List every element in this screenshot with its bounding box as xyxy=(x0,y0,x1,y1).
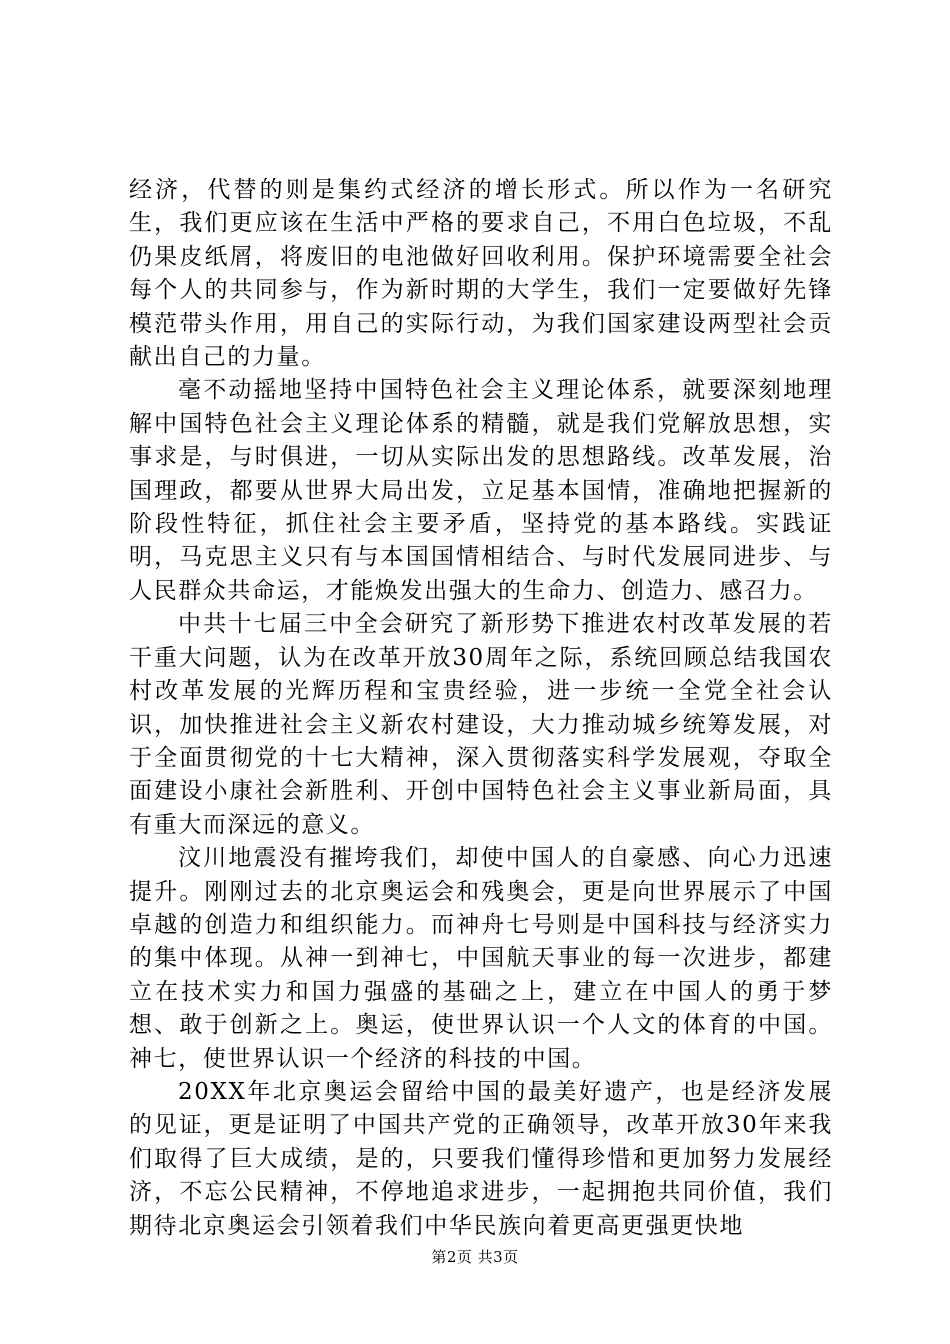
paragraph-continuation: 经济，代替的则是集约式经济的增长形式。所以作为一名研究生，我们更应该在生活中严格的要求自己，不用白色垃圾，不乱仍果皮纸屑，将废旧的电池做好回收利用。保护环境需要全社会每个人的共同参与，作为新时期的大学生，我们一定要做好先锋模范带头作用，用自己的实际行动，为我们国家建设两型社会贡献出自己的力量。 xyxy=(129,177,833,371)
document-body xyxy=(129,174,833,1243)
paragraph-olympic-legacy: 20XX年北京奥运会留给中国的最美好遗产，也是经济发展的见证，更是证明了中国共产党的正确领导，改革开放30年来我们取得了巨大成绩，是的，只要我们懂得珍惜和更加努力发展经济，不忘公民精神，不停地追求进步，一起拥抱共同价值，我们期待北京奥运会引领着我们中华民族向着更高更强更快地 xyxy=(129,1078,833,1239)
page-number-footer: 第2页 共3页 xyxy=(431,1248,519,1266)
paragraph-theory-system: 毫不动摇地坚持中国特色社会主义理论体系，就要深刻地理解中国特色社会主义理论体系的精髓，就是我们党解放思想，实事求是，与时俱进，一切从实际出发的思想路线。改革发展，治国理政，都要从世界大局出发，立足基本国情，准确地把握新的阶段性特征，抓住社会主要矛盾，坚持党的基本路线。实践证明，马克思主义只有与本国国情相结合、与时代发展同进步、与人民群众共命运，才能焕发出强大的生命力、创造力、感召力。 xyxy=(129,377,833,604)
paragraph-plenary-session: 中共十七届三中全会研究了新形势下推进农村改革发展的若干重大问题，认为在改革开放30周年之际，系统回顾总结我国农村改革发展的光辉历程和宝贵经验，进一步统一全党全社会认识，加快推进社会主义新农村建设，大力推动城乡统筹发展，对于全面贯彻党的十七大精神，深入贯彻落实科学发展观，夺取全面建设小康社会新胜利、开创中国特色社会主义事业新局面，具有重大而深远的意义。 xyxy=(129,611,833,838)
paragraph-wenchuan-olympics: 汶川地震没有摧垮我们，却使中国人的自豪感、向心力迅速提升。刚刚过去的北京奥运会和残奥会，更是向世界展示了中国卓越的创造力和组织能力。而神舟七号则是中国科技与经济实力的集中体现。从神一到神七，中国航天事业的每一次进步，都建立在技术实力和国力强盛的基础之上，建立在中国人的勇于梦想、敢于创新之上。奥运，使世界认识一个人文的体育的中国。神七，使世界认识一个经济的科技的中国。 xyxy=(129,845,833,1072)
